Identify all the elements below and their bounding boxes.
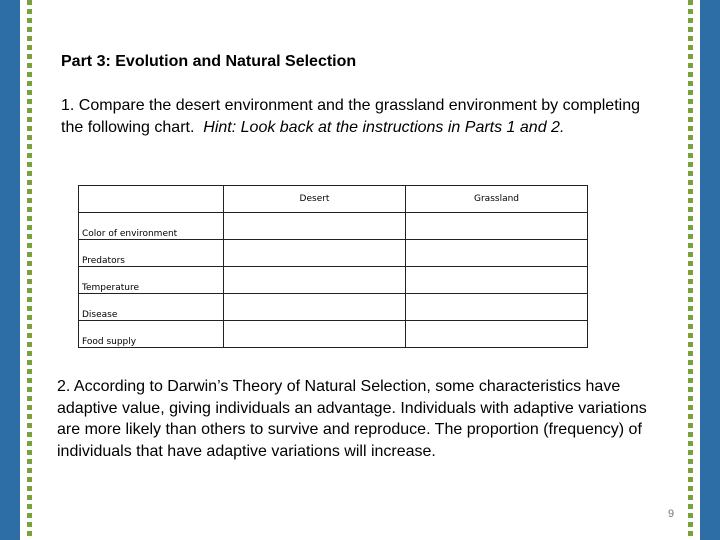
- row-label: Temperature: [79, 267, 224, 294]
- row-label: Predators: [79, 240, 224, 267]
- chart-header-row: [79, 186, 588, 213]
- desert-cell[interactable]: [224, 294, 406, 321]
- header-cell-blank: [79, 186, 224, 213]
- slide-title: Part 3: Evolution and Natural Selection: [61, 53, 357, 70]
- question-1: [61, 95, 661, 139]
- row-label: Color of environment: [79, 213, 224, 240]
- question-2: 2. According to Darwin’s Theory of Natural Selection, some characteristics have adaptive value, giving individuals an advantage. Individuals with adaptive variations are more likely than others to survive and reproduce. The proportion (frequency) of individuals that have adaptive variations will increase.: [57, 378, 647, 460]
- grassland-cell[interactable]: [406, 321, 588, 348]
- left-dotted-border: [27, 0, 32, 540]
- grassland-cell[interactable]: [406, 240, 588, 267]
- table-row: [79, 240, 588, 267]
- left-side-bar: [0, 0, 20, 540]
- table-row: [79, 267, 588, 294]
- right-side-bar: [700, 0, 720, 540]
- page-number: 9: [668, 508, 675, 520]
- row-label: Disease: [79, 294, 224, 321]
- header-cell-grassland: Grassland: [406, 186, 588, 213]
- table-row: [79, 213, 588, 240]
- header-cell-desert: Desert: [224, 186, 406, 213]
- table-row: [79, 294, 588, 321]
- right-dotted-border: [688, 0, 693, 540]
- grassland-cell[interactable]: [406, 213, 588, 240]
- question-1-text: 1. Compare the desert environment and the grassland environment by completing the following chart.: [61, 97, 640, 136]
- desert-cell[interactable]: [224, 213, 406, 240]
- grassland-cell[interactable]: [406, 267, 588, 294]
- table-row: [79, 321, 588, 348]
- question-1-hint: Hint: Look back at the instructions in Parts 1 and 2.: [203, 119, 565, 136]
- comparison-chart: [78, 185, 588, 348]
- desert-cell[interactable]: [224, 321, 406, 348]
- desert-cell[interactable]: [224, 267, 406, 294]
- row-label: Food supply: [79, 321, 224, 348]
- desert-cell[interactable]: [224, 240, 406, 267]
- grassland-cell[interactable]: [406, 294, 588, 321]
